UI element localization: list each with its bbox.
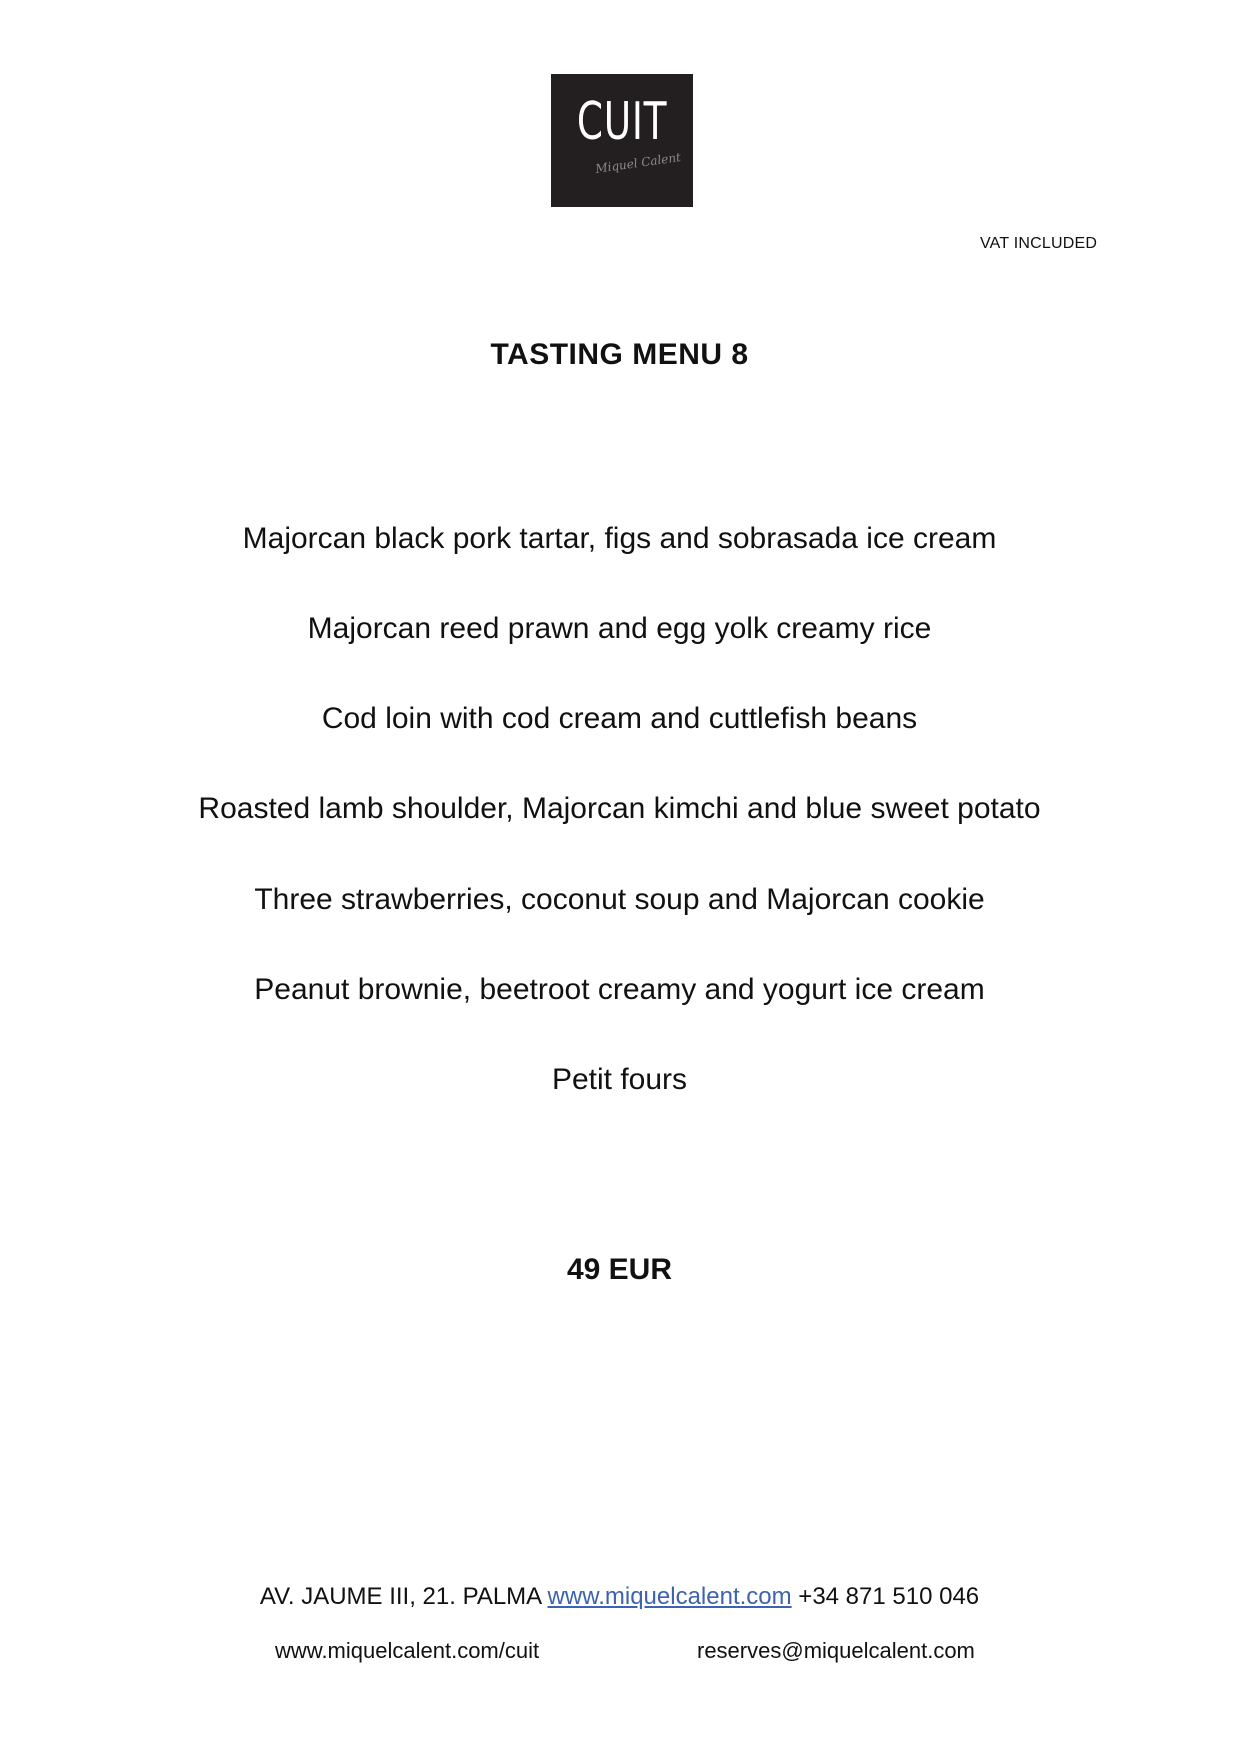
logo-signature: Miquel Calent <box>594 150 682 176</box>
footer-address: AV. JAUME III, 21. PALMA <box>259 1583 541 1610</box>
menu-price: 49 EUR <box>566 1253 673 1286</box>
footer-cuit-url: www.miquelcalent.com/cuit <box>275 1638 540 1663</box>
footer-contact-line <box>0 1583 1239 1611</box>
dish-item: Majorcan black pork tartar, figs and sobrasada ice cream <box>242 522 997 555</box>
vat-note: VAT INCLUDED <box>980 235 1098 252</box>
restaurant-logo <box>551 74 693 207</box>
footer-email: reserves@miquelcalent.com <box>697 1638 975 1663</box>
footer-phone: +34 871 510 046 <box>798 1583 980 1610</box>
dish-item: Majorcan reed prawn and egg yolk creamy rice <box>307 612 932 645</box>
menu-title: TASTING MENU 8 <box>490 338 749 371</box>
dish-item: Three strawberries, coconut soup and Majorcan cookie <box>254 883 985 916</box>
logo-brand-text: CUIT <box>576 92 668 152</box>
dish-item: Peanut brownie, beetroot creamy and yogurt ice cream <box>254 973 985 1006</box>
website-link[interactable]: www.miquelcalent.com <box>547 1583 792 1610</box>
dish-item: Cod loin with cod cream and cuttlefish beans <box>321 702 918 735</box>
dish-item: Roasted lamb shoulder, Majorcan kimchi and blue sweet potato <box>198 792 1041 825</box>
dish-item: Petit fours <box>551 1063 688 1096</box>
